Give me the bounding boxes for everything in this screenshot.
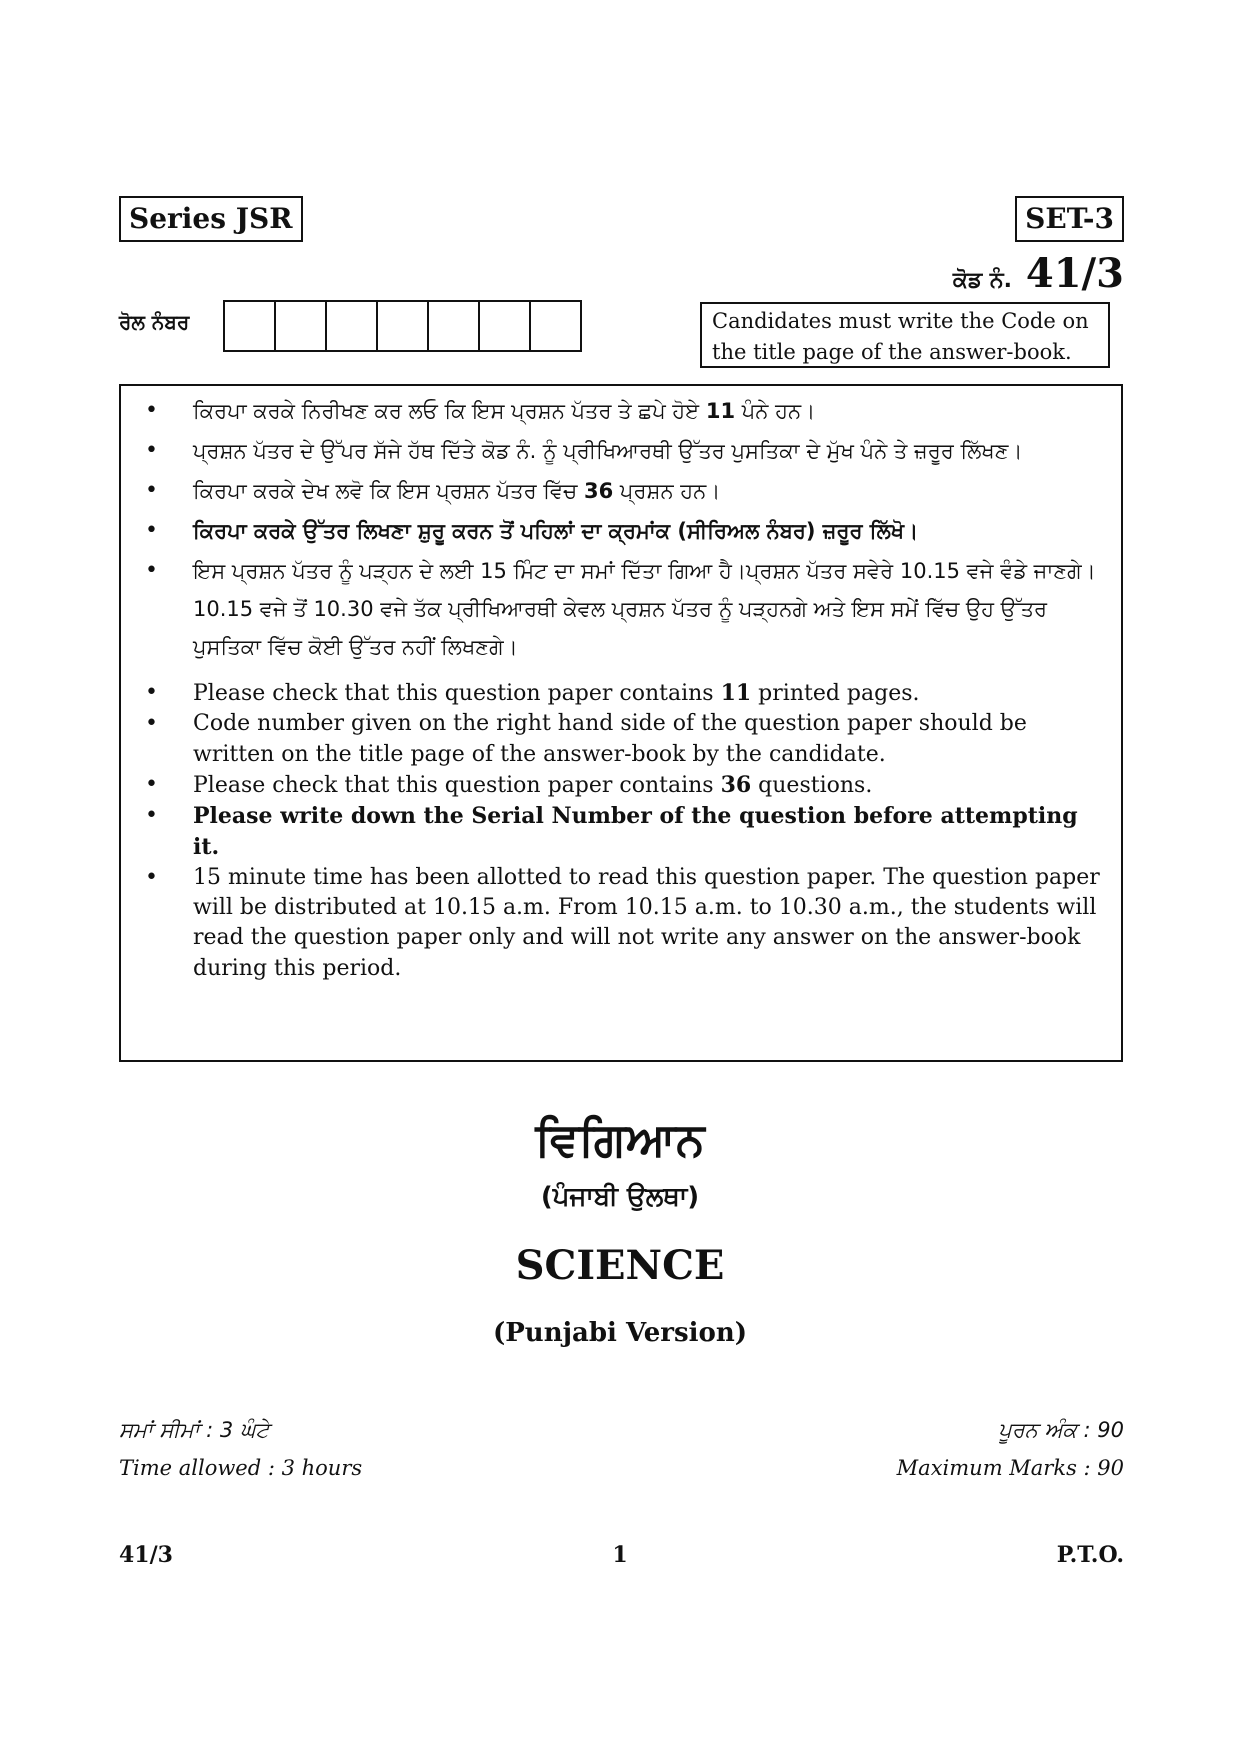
max-marks-punjabi: ਪੂਰਨ ਅੰਕ : 90 xyxy=(998,1418,1124,1442)
candidate-note: Candidates must write the Code on the title page of the answer-book. xyxy=(700,302,1110,368)
instruction-text: ਕਿਰਪਾ ਕਰਕੇ ਨਿਰੀਖਣ ਕਰ ਲਓ ਕਿ ਇਸ ਪ੍ਰਸ਼ਨ ਪੱਤਰ ਤੇ ਛਪੇ ਹੋਏ xyxy=(193,399,706,423)
instruction-text: questions. xyxy=(751,773,873,798)
instruction-bold-text: ਕਿਰਪਾ ਕਰਕੇ ਉੱਤਰ ਲਿਖਣਾ ਸ਼ੁਰੂ ਕਰਨ ਤੋਂ ਪਹਿਲਾਂ ਦਾ ਕ੍ਰਮਾਂਕ (ਸੀਰਿਅਲ ਨੰਬਰ) ਜ਼ਰੂਰ ਲਿੱਖੋ। xyxy=(193,519,919,543)
roll-number-label: ਰੋਲ ਨੰਬਰ xyxy=(119,310,190,334)
instruction-bold-text: 11 xyxy=(705,399,736,423)
instruction-bold-text: 36 xyxy=(720,772,752,798)
instruction-text: ਪ੍ਰਸ਼ਨ ਪੱਤਰ ਦੇ ਉੱਪਰ ਸੱਜੇ ਹੱਥ ਦਿੱਤੇ ਕੋਡ ਨੰ. ਨੂੰ ਪ੍ਰੀਖਿਆਰਥੀ ਉੱਤਰ ਪੁਸਤਿਕਾ ਦੇ ਮੁੱਖ ਪੰਨੇ ਤੇ ਜ਼ਰੂਰ ਲਿੱਖਣ। xyxy=(193,439,1023,463)
roll-number-box[interactable] xyxy=(276,302,327,350)
instruction-text: Please check that this question paper contains xyxy=(193,773,721,798)
roll-number-box[interactable] xyxy=(429,302,480,350)
instruction-text: ਪੰਨੇ ਹਨ। xyxy=(735,399,816,423)
instruction-item xyxy=(135,770,1107,801)
instruction-text: ਇਸ ਪ੍ਰਸ਼ਨ ਪੱਤਰ ਨੂੰ ਪੜ੍ਹਨ ਦੇ ਲਈ 15 ਮਿੰਟ ਦਾ ਸਮਾਂ ਦਿੱਤਾ ਗਿਆ ਹੈ।ਪ੍ਰਸ਼ਨ ਪੱਤਰ ਸਵੇਰੇ 10.15 ਵਜੇ ਵੰਡੇ ਜਾਣਗੇ। 10.15 ਵਜੇ ਤੋਂ 10.30 ਵਜੇ ਤੱਕ ਪ੍ਰੀਖਿਆਰਥੀ ਕੇਵਲ ਪ੍ਰਸ਼ਨ ਪੱਤਰ ਨੂੰ ਪੜ੍ਹਨਗੇ ਅਤੇ ਇਸ ਸਮੇਂ ਵਿੱਚ ਉਹ ਉੱਤਰ ਪੁਸਤਿਕਾ ਵਿੱਚ ਕੋਈ ਉੱਤਰ ਨਹੀਂ ਲਿਖਣਗੇ। xyxy=(193,559,1096,659)
instruction-text: printed pages. xyxy=(751,681,920,706)
instruction-text: Please check that this question paper contains xyxy=(193,681,721,706)
code-value: 41/3 xyxy=(1025,250,1124,297)
set-label: SET-3 xyxy=(1015,196,1124,242)
footer-code: 41/3 xyxy=(119,1542,173,1568)
version-english: (Punjabi Version) xyxy=(492,1318,748,1348)
code-number xyxy=(953,248,1124,307)
instruction-item xyxy=(135,552,1107,666)
instruction-text: ਕਿਰਪਾ ਕਰਕੇ ਦੇਖ ਲਵੋ ਕਿ ਇਸ ਪ੍ਰਸ਼ਨ ਪੱਤਰ ਵਿੱਚ xyxy=(193,479,585,503)
subject-title-english: SCIENCE xyxy=(515,1242,725,1289)
instruction-bold-text: Please write down the Serial Number of the question before attempting it. xyxy=(193,803,1078,860)
instruction-bold-text: 36 xyxy=(584,479,614,503)
instruction-item xyxy=(135,432,1107,470)
roll-number-box[interactable] xyxy=(531,302,580,350)
instructions-box xyxy=(119,384,1123,1062)
instructions-punjabi xyxy=(135,392,1107,666)
time-allowed-punjabi: ਸਮਾਂ ਸੀਮਾਂ : 3 ਘੰਟੇ xyxy=(119,1418,270,1442)
roll-number-boxes[interactable] xyxy=(223,300,582,352)
instruction-text: 15 minute time has been allotted to read this question paper. The question paper will be distributed at 10.15 a.m. From 10.15 a.m. to 10.30 a.m., the students will read the question paper only and will not write any answer on the answer-book during this period. xyxy=(193,865,1100,981)
subject-title-punjabi: ਵਿਗਿਆਨ xyxy=(535,1112,705,1166)
instructions-english xyxy=(135,678,1107,984)
instruction-item xyxy=(135,472,1107,510)
version-punjabi: (ਪੰਜਾਬੀ ਉਲਥਾ) xyxy=(540,1182,700,1212)
instruction-item xyxy=(135,512,1107,550)
max-marks-english: Maximum Marks : 90 xyxy=(896,1456,1124,1480)
instruction-item xyxy=(135,678,1107,709)
series-label: Series JSR xyxy=(119,196,303,242)
instruction-bold-text: 11 xyxy=(720,680,752,706)
roll-number-box[interactable] xyxy=(225,302,276,350)
instruction-item xyxy=(135,709,1107,770)
roll-number-box[interactable] xyxy=(378,302,429,350)
pto-label: P.T.O. xyxy=(1056,1542,1124,1568)
code-prefix: ਕੋਡ ਨੰ. xyxy=(952,268,1012,293)
roll-number-box[interactable] xyxy=(480,302,531,350)
instruction-item xyxy=(135,801,1107,863)
time-allowed-english: Time allowed : 3 hours xyxy=(119,1456,363,1480)
instruction-text: ਪ੍ਰਸ਼ਨ ਹਨ। xyxy=(613,479,721,503)
instruction-item xyxy=(135,392,1107,430)
roll-number-box[interactable] xyxy=(327,302,378,350)
instruction-text: Code number given on the right hand side of the question paper should be written on the title page of the answer-book by the candidate. xyxy=(193,711,1027,767)
page-number: 1 xyxy=(612,1542,628,1568)
instruction-item xyxy=(135,863,1107,984)
